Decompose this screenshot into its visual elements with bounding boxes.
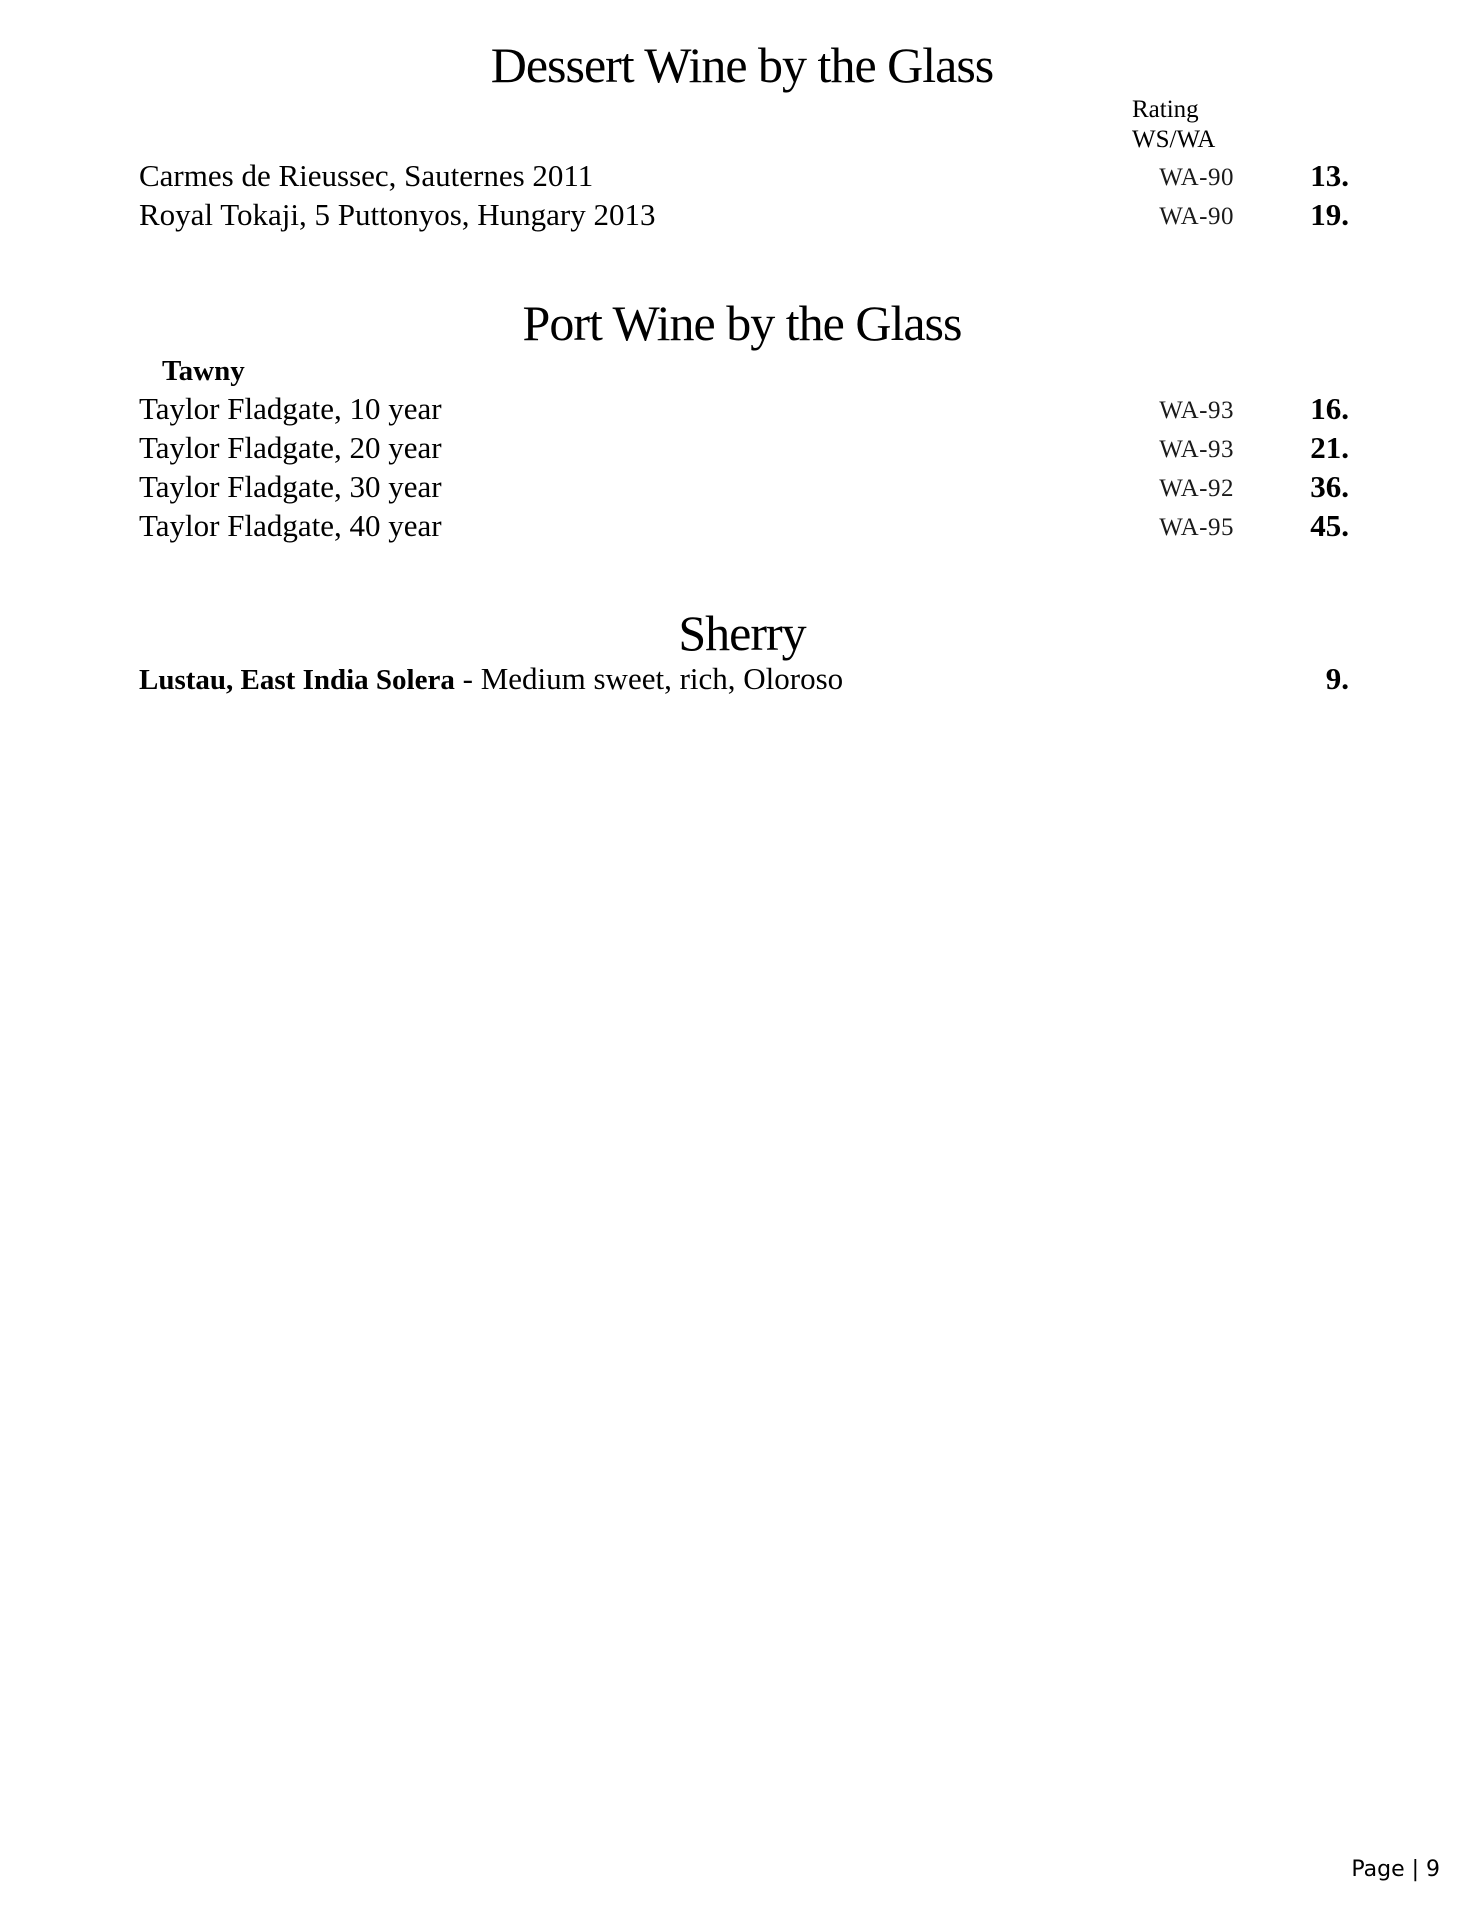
page-number: Page | 9 <box>1351 1857 1440 1882</box>
rating-header-label: Rating <box>1132 96 1199 123</box>
wine-rating: WA-93 <box>1159 397 1234 424</box>
wine-name: Lustau, East India Solera <box>139 664 455 696</box>
port-section-title: Port Wine by the Glass <box>522 295 962 351</box>
wine-rating: WA-90 <box>1159 203 1234 230</box>
rating-header-source: WS/WA <box>1132 126 1216 153</box>
sherry-section-title: Sherry <box>678 605 806 661</box>
wine-price: 13. <box>1310 158 1349 193</box>
name-separator: - <box>454 661 481 696</box>
menu-item-row <box>139 467 1349 507</box>
wine-rating: WA-92 <box>1159 475 1234 502</box>
wine-name: Carmes de Rieussec, Sauternes 2011 <box>139 158 594 193</box>
dessert-section-title: Dessert Wine by the Glass <box>490 37 994 93</box>
sherry-item-text <box>139 659 843 700</box>
wine-description: Medium sweet, rich, Oloroso <box>480 661 844 696</box>
wine-name: Taylor Fladgate, 20 year <box>139 430 442 465</box>
wine-price: 45. <box>1310 508 1349 543</box>
wine-price: 21. <box>1310 430 1349 465</box>
wine-rating: WA-95 <box>1159 514 1234 541</box>
wine-rating: WA-93 <box>1159 436 1234 463</box>
wine-name: Royal Tokaji, 5 Puttonyos, Hungary 2013 <box>139 197 656 232</box>
wine-name: Taylor Fladgate, 40 year <box>139 508 442 543</box>
wine-price: 36. <box>1310 469 1349 504</box>
port-subheading: Tawny <box>162 355 245 387</box>
menu-item-row <box>139 506 1349 546</box>
rating-column-header <box>1132 95 1215 155</box>
wine-price: 16. <box>1310 391 1349 426</box>
wine-name: Taylor Fladgate, 10 year <box>139 391 442 426</box>
wine-price: 9. <box>1325 661 1349 696</box>
menu-item-row <box>139 389 1349 429</box>
menu-item-row <box>139 156 1349 196</box>
menu-item-row <box>139 428 1349 468</box>
wine-name: Taylor Fladgate, 30 year <box>139 469 442 504</box>
menu-item-row <box>139 659 1349 699</box>
wine-rating: WA-90 <box>1159 164 1234 191</box>
wine-price: 19. <box>1310 197 1349 232</box>
menu-item-row <box>139 195 1349 235</box>
